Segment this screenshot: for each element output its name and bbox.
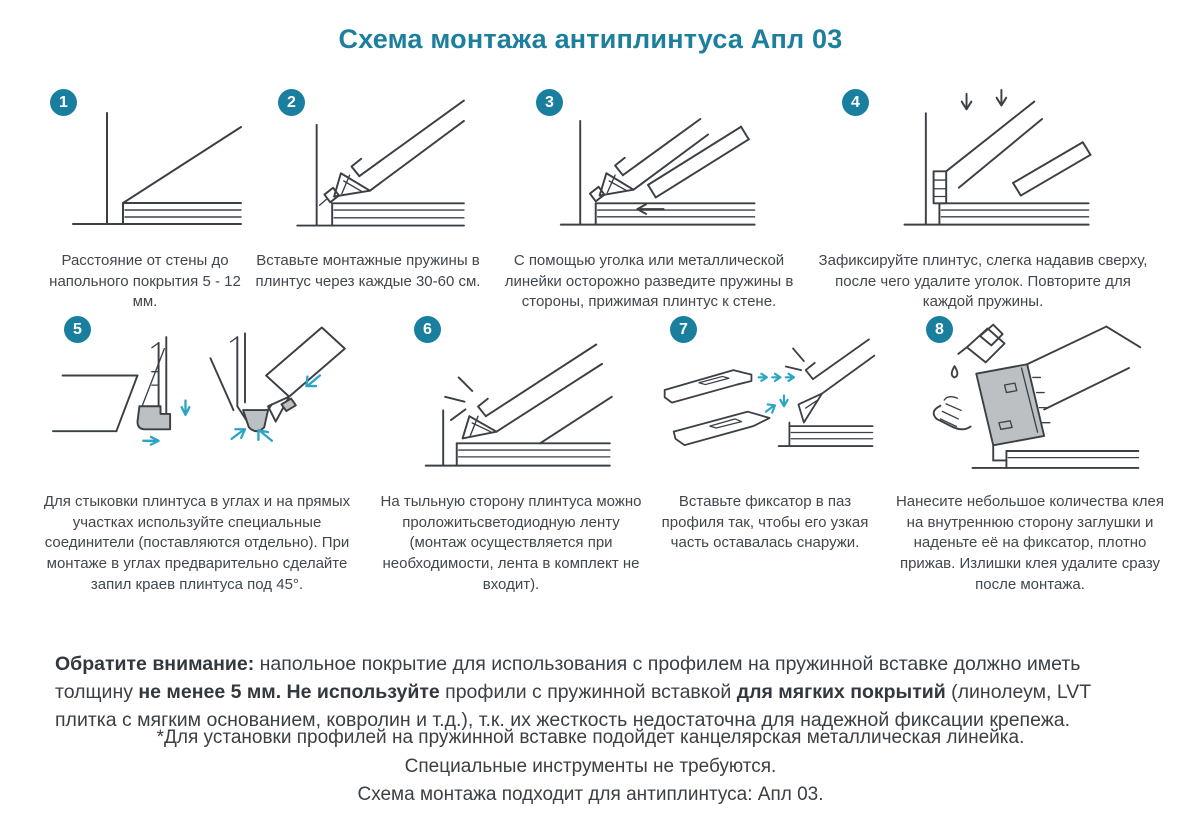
step-card-5 <box>36 312 358 595</box>
step-caption: Вставьте фиксатор в паз профиля так, чтобы его узкая часть оставалась снаружи. <box>661 493 869 552</box>
attention-note-bold-lead: Обратите внимание: <box>55 652 255 675</box>
step-card-4 <box>818 85 1148 313</box>
ruler-footnote-line-2: Специальные инструменты не требуются. <box>404 755 777 777</box>
step-8-illustration-icon <box>905 319 1155 484</box>
fix-plinth-drawing <box>818 85 1148 243</box>
attention-note-text: (линолеум, LVT плитка с мягким основанием, ковролин и т.д.), т.к. их жесткость недостаточна для надежной фиксации крепежа. <box>55 680 1091 731</box>
attention-note-bold-soft: для мягких покрытий <box>736 680 946 703</box>
step-number-badge: 6 <box>414 316 441 343</box>
attention-note <box>55 650 1129 734</box>
attention-note-bold-thickness: не менее 5 мм. Не используйте <box>138 680 440 703</box>
step-caption: На тыльную сторону плинтуса можно проложитьсветодиодную ленту (монтаж осуществляется при необходимости, лента в комплект не входит). <box>380 493 642 593</box>
spread-springs-ruler-drawing <box>486 85 812 243</box>
compatibility-footnote: Схема монтажа подходит для антиплинтуса: Апл 03. <box>357 784 824 805</box>
attention-note-text: профили с пружинной вставкой <box>439 680 737 703</box>
step-caption: Для стыковки плинтуса в углах и на прямых участках используйте специальные соединители (поставляются отдельно). При монтаже в углах предварительно сделайте запил краев плинтуса под 45°. <box>43 493 351 593</box>
step-number-badge: 3 <box>536 89 563 116</box>
step-card-6 <box>378 312 644 595</box>
step-caption: Зафиксируйте плинтус, слегка надавив сверху, после чего удалите уголок. Повторите для каждой пружины. <box>818 252 1148 311</box>
page-title: Схема монтажа антиплинтуса Апл 03 <box>338 24 843 54</box>
step-7-illustration-icon <box>652 324 878 484</box>
step-3-illustration-icon <box>534 88 764 243</box>
step-1-illustration-icon <box>45 93 245 243</box>
step-5-illustration-icon <box>41 316 353 484</box>
ruler-footnote <box>0 724 1181 781</box>
step-card-1 <box>40 85 250 313</box>
step-card-8 <box>890 312 1170 595</box>
step-number-badge: 2 <box>278 89 305 116</box>
step-caption: С помощью уголка или металлической линейки осторожно разведите пружины в стороны, прижимая плинтус к стене. <box>504 252 794 311</box>
step-card-3 <box>486 85 812 313</box>
step-number-badge: 5 <box>64 316 91 343</box>
ruler-footnote-line-1: *Для установки профилей на пружинной вставке подойдет канцелярская металлическая линейка. <box>156 727 1025 748</box>
step-number-badge: 4 <box>842 89 869 116</box>
step-caption: Вставьте монтажные пружины в плинтус через каждые 30-60 см. <box>255 252 481 290</box>
step-6-illustration-icon <box>401 329 621 484</box>
step-4-illustration-icon <box>868 88 1098 243</box>
step-caption: Нанесите небольшое количества клея на внутреннюю сторону заглушки и наденьте её на фиксатор, плотно прижав. Излишки клея удалите сразу после монтажа. <box>895 493 1165 593</box>
step-number-badge: 8 <box>926 316 953 343</box>
step-card-2 <box>252 85 484 292</box>
step-caption: Расстояние от стены до напольного покрытия 5 - 12 мм. <box>49 252 241 311</box>
step-number-badge: 1 <box>50 89 77 116</box>
step-card-7 <box>652 312 878 554</box>
attention-note-text: напольное покрытие для использования с профилем на пружинной вставке должно иметь толщину <box>55 652 1081 703</box>
step-number-badge: 7 <box>670 316 697 343</box>
